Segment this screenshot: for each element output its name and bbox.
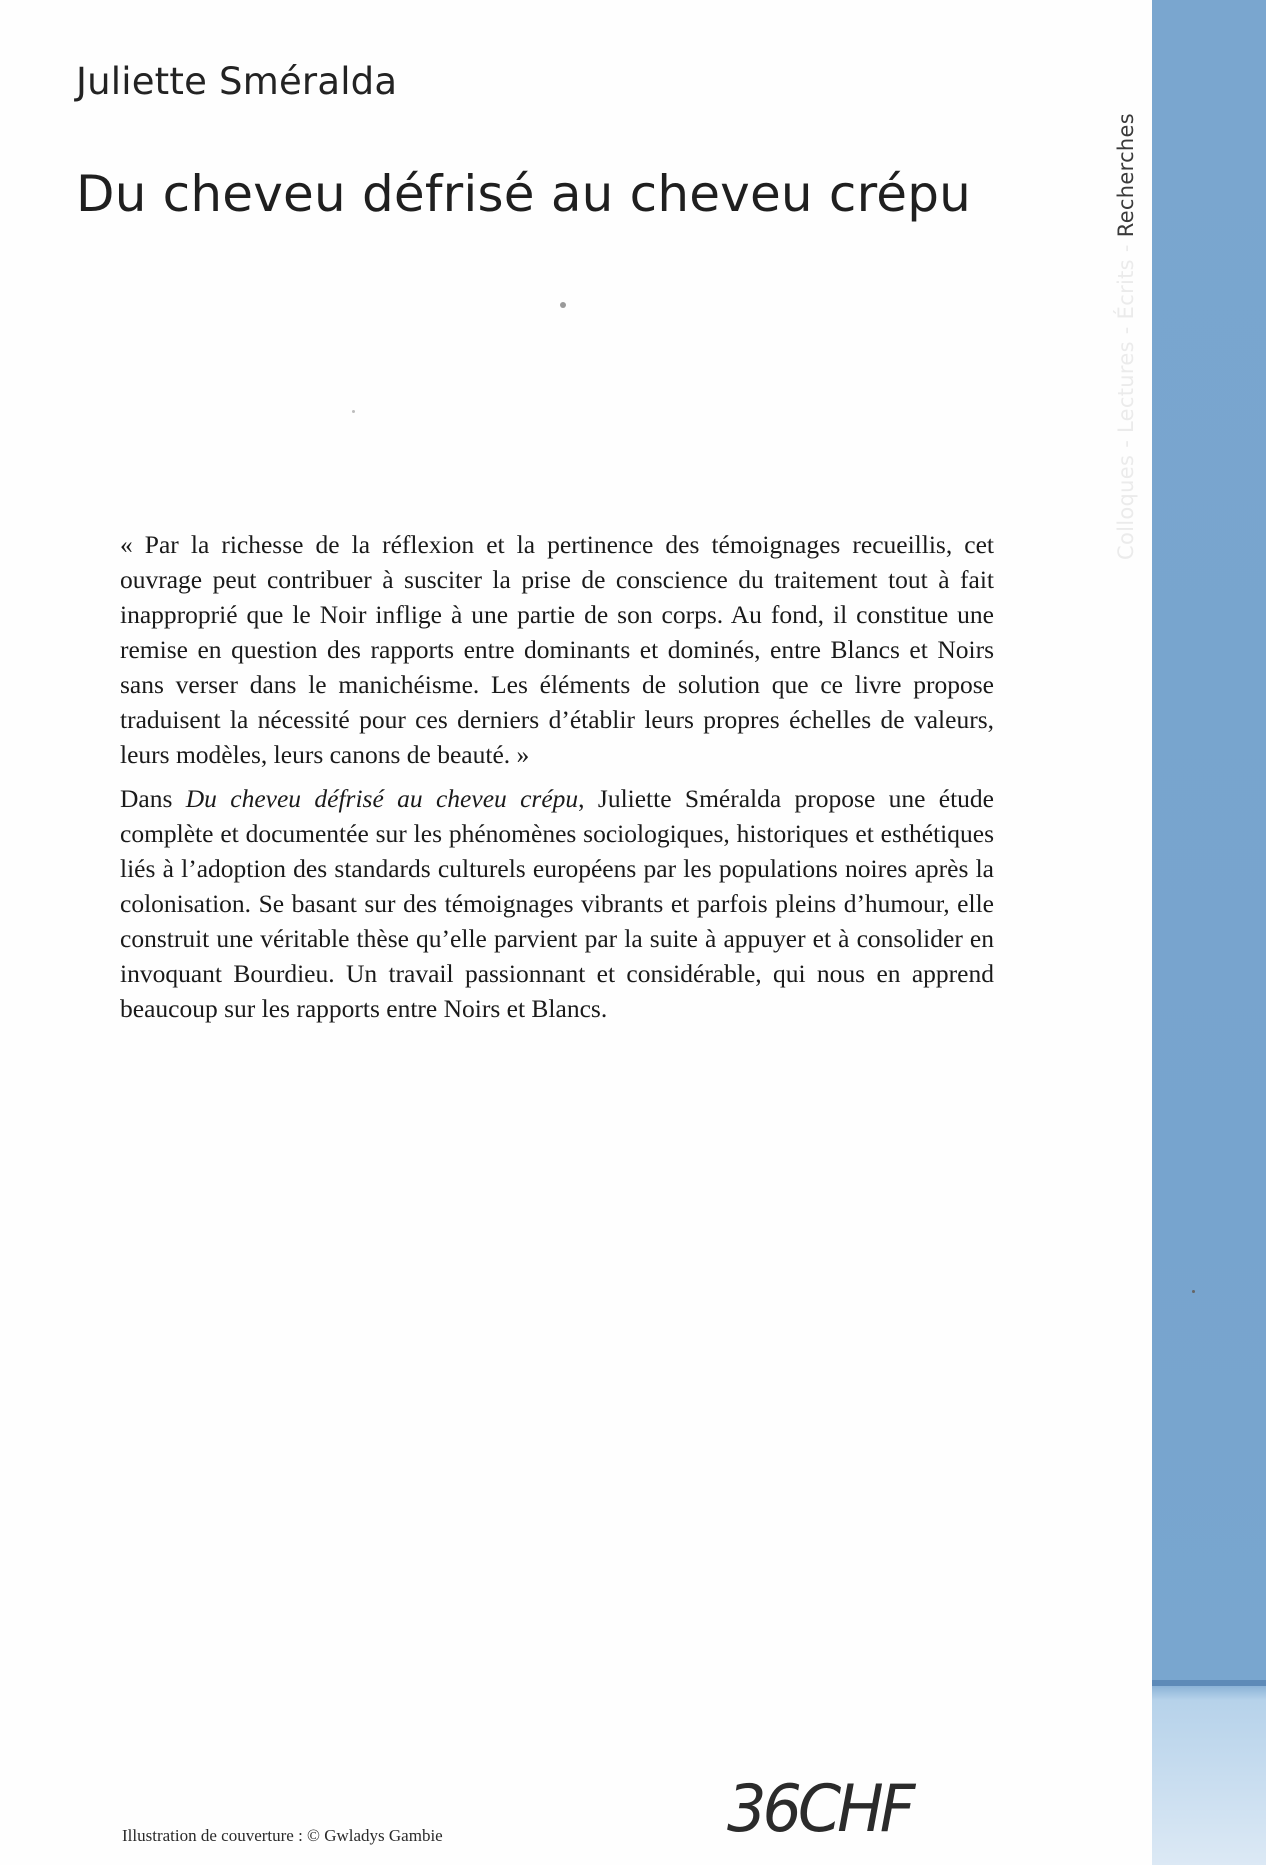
price-text: 36CHF (727, 1770, 912, 1847)
paper-speck (1192, 1290, 1195, 1293)
collection-name: Recherches (1114, 113, 1138, 238)
collection-label (1100, 40, 1140, 560)
paper-speck (352, 410, 355, 413)
decorative-dot (560, 302, 566, 308)
book-title: Du cheveu défrisé au cheveu crépu (76, 165, 972, 223)
cover-credit: Illustration de couverture : © Gwladys Gambie (122, 1826, 443, 1845)
summary-prefix: Dans (120, 784, 186, 813)
quote-paragraph: « Par la richesse de la réflexion et la pertinence des témoignages recueillis, cet ouvrage peut contribuer à susciter la prise de conscience du traitement tout à fait inapproprié que le Noir inflige à une partie de son corps. Au fond, il constitue une remise en question des rapports entre dominants et dominés, entre Blancs et Noirs sans verser dans le manichéisme. Les éléments de solution que ce livre propose traduisent la nécessité pour ces derniers d’établir leurs propres échelles de valeurs, leurs modèles, leurs canons de beauté. » (120, 530, 994, 769)
summary-paragraph (120, 781, 994, 1026)
summary-book-title: Du cheveu défrisé au cheveu crépu (185, 784, 579, 813)
collection-faint-label: Colloques - Lectures - Écrits - (1114, 237, 1138, 560)
side-band-divider (1152, 1680, 1266, 1686)
back-cover-text (120, 527, 994, 1035)
side-color-band (1152, 0, 1266, 1865)
handwritten-price (727, 1770, 912, 1852)
author-name: Juliette Sméralda (76, 60, 398, 103)
summary-rest: , Juliette Sméralda propose une étude complète et documentée sur les phénomènes sociologiques, historiques et esthétiques liés à l’adoption des standards culturels européens par les populations noires après la colonisation. Se basant sur des témoignages vibrants et parfois pleins d’humour, elle construit une véritable thèse qu’elle parvient par la suite à appuyer et à consolider en invoquant Bourdieu. Un travail passionnant et considérable, qui nous en apprend beaucoup sur les rapports entre Noirs et Blancs. (120, 784, 994, 1023)
